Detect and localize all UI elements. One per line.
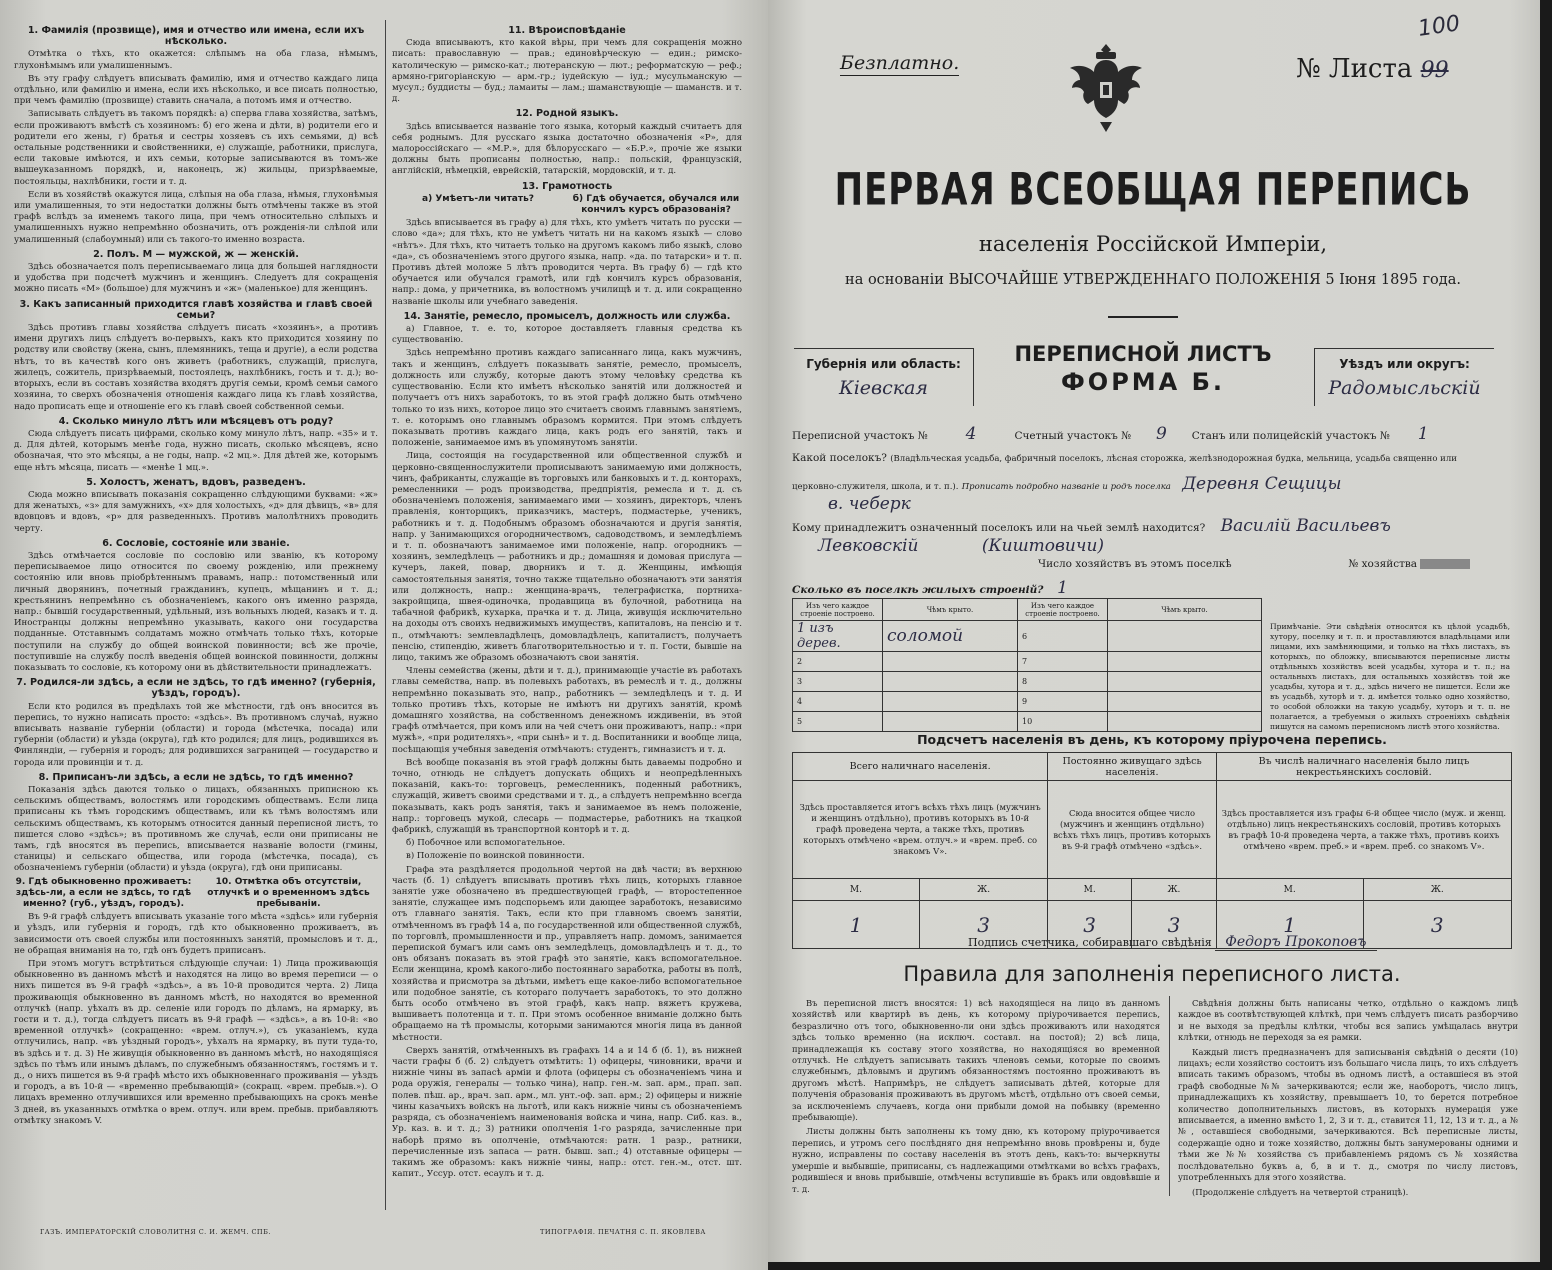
permanent-population-desc: Сюда вносится общее число (мужчинъ и женщинъ отдѣльно) всѣхъ тѣхъ лицъ, противъ которыхъ въ 9-й графѣ отмѣчено «здѣсь».: [1048, 781, 1217, 879]
instruction-paragraph: Сюда слѣдуетъ писать цифрами, сколько кому минуло лѣтъ, напр. «35» и т. д. Для дѣтей, которымъ менѣе года, нужно писать, сколько мѣсяцевъ, ясно обозначая, что это мѣсяцы, а не годы, напр. «2 мц.». Для дѣтей же, которымъ еще нѣтъ мѣсяца, писать — «менѣе 1 мц.».: [14, 428, 378, 473]
province-label: Губернія или область:: [806, 357, 961, 371]
census-list-heading: [978, 340, 1308, 396]
instruction-paragraph: Всѣ вообще показанія въ этой графѣ должны быть даваемы подробно и точно, отнюдь не слѣдуетъ допускать общихъ и неопредѣленныхъ показаній, какъ-то: торговецъ, ремесленникъ, поденный работникъ, служащій, живетъ своими средствами и т. д., а слѣдуетъ непремѣнно всегда показывать, какъ родъ занятія, такъ и занимаемое въ немъ положеніе, напр.: торговецъ мукой, слесарь — подмастерье, работникъ на ткацкой фабрикѣ, служащій въ транспортной конторѣ и т. д.: [392, 757, 742, 836]
buildings-label: Сколько въ поселкѣ жилыхъ строеній?: [792, 584, 1044, 596]
instruction-paragraph: Записывать слѣдуетъ въ такомъ порядкѣ: а) сперва глава хозяйства, затѣмъ, если проживаютъ вмѣстѣ съ хозяиномъ: б) его жена и дѣти, в) родители его и родители его жены, г) братья и сестры хозяевъ съ ихъ семьями, д) всѣ остальные родственники и свойственники, е) служащіе, работники, прислуга, если таковые имѣются, и ихъ семьи, которые записываются въ томъ-же вышеуказанномъ порядкѣ, и, наконецъ, ж) жильцы, призрѣваемые, постояльцы, нахлѣбники, гости и т. д.: [14, 109, 378, 187]
census-form-page: [768, 0, 1540, 1262]
buildings-cell: 4: [793, 692, 883, 712]
non-peasant-desc: Здѣсь проставляется изъ графы 6-й общее число (муж. и женщ. отдѣльно) лицъ некрестьянскихъ сословій, противъ которыхъ въ графѣ 10-й проведена черта, а также тѣхъ, противъ коихъ отмѣчено «врем. преб.» и «врем. преб. со знакомъ V».: [1216, 781, 1511, 879]
household-number-label: № хозяйства: [1348, 558, 1418, 570]
settlement-line: [792, 452, 1512, 464]
owner-value-2: Левковскій: [818, 536, 919, 556]
instructions-column-1: [14, 22, 378, 1212]
section-heading: 6. Сословіе, состояніе или званіе.: [102, 537, 290, 549]
buildings-row: [793, 672, 1262, 692]
buildings-cell: 8: [1018, 672, 1108, 692]
instruction-paragraph: Здѣсь отмѣчается сословіе по сословію или званію, къ которому переписываемое лицо относится по своему рожденію, или прежнему состоянію или вновь пріобрѣтеннымъ правамъ, напр.: потомственный или личный дворянинъ, почетный гражданинъ, купецъ, мѣщанинъ и т. д.; крестьянинъ непремѣнно съ обозначеніемъ, какого онъ именно разряда, напр.: бывшій государственный, удѣльный, изъ вольныхъ людей, казакъ и т. д. Иностранцы должны непремѣнно указывать, какого они государства подданные. Отставнымъ солдатамъ можно отмѣчать только тѣхъ, которые поступили на службу до общей воинской повинности; всѣ же прочіе, поступившіе на службу послѣ введенія общей воинской повинности, должны показывать то сословіе, къ которому они въ дѣйствительности принадлежатъ.: [14, 550, 378, 673]
buildings-row: [793, 652, 1262, 672]
buildings-cell: 5: [793, 712, 883, 732]
signature-label: Подпись счетчика, собиравшаго свѣдѣнія: [968, 936, 1212, 949]
buildings-cell: [883, 712, 1018, 732]
census-subtitle: населенія Россійской Имперіи,: [978, 232, 1328, 256]
present-population-desc: Здѣсь проставляется итогъ всѣхъ тѣхъ лицъ (мужчинъ и женщинъ отдѣльно), противъ которыхъ въ 10-й графѣ проведена черта, а также тѣхъ, противъ которыхъ отмѣчено «врем. отлуч.» и «врем. преб. со знакомъ V».: [793, 781, 1048, 879]
section-heading: 3. Какъ записанный приходится главѣ хозяйства и главѣ своей семьи?: [19, 298, 373, 321]
section-heading: 7. Родился-ли здѣсь, а если не здѣсь, то гдѣ именно? (губернія, уѣздъ, городъ).: [16, 677, 376, 700]
owner-label: Кому принадлежитъ означенный поселокъ или на чьей землѣ находится?: [792, 522, 1206, 534]
sheet-number-value: 99: [1420, 58, 1449, 83]
population-count-heading: Подсчетъ населенія въ день, къ которому пріурочена перепись.: [917, 732, 1387, 747]
rule-paragraph: Въ переписной листъ вносятся: 1) всѣ находящіеся на лицо въ данномъ хозяйствѣ или квартирѣ въ день, къ которому пріурочивается перепись, безразлично отъ того, обыкновенно-ли они здѣсь проживаютъ или находятся здѣсь только временно (на исключ. составл. на постой); 2) всѣ лица, принадлежащія къ составу этого хозяйства, но находящіяся во временной отлучкѣ. Не слѣдуетъ записывать такихъ членовъ семьи, которые по своимъ служебнымъ, дѣловымъ и другимъ обязанностямъ постоянно проживаютъ въ другомъ мѣстѣ. Напримѣръ, не слѣдуетъ записывать дѣтей, которые для полученія образованія проживаютъ въ другомъ мѣстѣ, отдѣльно отъ своей семьи, за исключеніемъ случаевъ, когда они прибыли домой на побывку (временно пребывающіе).: [792, 998, 1160, 1123]
census-precinct-label: Переписной участокъ №: [792, 430, 928, 442]
split-heading-part: б) Гдѣ обучается, обучался или кончилъ курсъ образованія?: [572, 193, 740, 216]
instruction-paragraph: Графа эта раздѣляется продольной чертой на двѣ части; въ верхнюю часть (б. 1) слѣдуетъ вписывать противъ тѣхъ лицъ, которыхъ главное занятіе уже обозначено въ предшествующей графѣ, — второстепенное занятіе, служащее имъ подспорьемъ или дающее заработокъ, независимо отъ главнаго занятія. Такъ, если кто при главномъ своемъ занятіи, отмѣченномъ въ графѣ 14 а, по государственной или общественной службѣ, по торговлѣ, промышленности и пр., управляетъ напр. домомъ, занимается перепиской бумагъ или самъ онъ земледѣлецъ, домовладѣлецъ и т. д., то онъ обязанъ показать въ этой графѣ это занятіе, какъ вспомогательное. Если женщина, кромѣ какого-либо постояннаго заработка, работы въ полѣ, хозяйства и присмотра за дѣтьми, имѣетъ еще какое-либо вспомогательное или подобное занятіе, съ котораго получаетъ заработокъ, то это должно быть особо отмѣчено въ этой графѣ, какъ напр. вяжетъ кружева, вышиваетъ полотенца и т. п. При этомъ особенное вниманіе должно быть обращаемо на тѣ промыслы, которыми занимаются многія лица въ данной мѣстности.: [392, 864, 742, 1043]
buildings-col-material-2: Изъ чего каждое строеніе построено.: [1018, 599, 1108, 621]
buildings-row: [793, 692, 1262, 712]
settlement-line-2: [792, 474, 1512, 494]
buildings-value: 1: [1057, 578, 1068, 598]
buildings-cell: 9: [1018, 692, 1108, 712]
signature-value: Федоръ Прокоповъ: [1215, 934, 1376, 951]
rule-paragraph: Свѣдѣнія должны быть написаны четко, отдѣльно о каждомъ лицѣ каждое въ соотвѣтствующей клѣткѣ, при чемъ слѣдуетъ писать разборчиво и не выходя за предѣлы клѣтки, чтобы вся запись умѣщалась внутри клѣтки, отнюдь не переходя за ея рамки.: [1178, 998, 1518, 1043]
female-header: Ж.: [1363, 879, 1511, 901]
population-value: 3: [1132, 901, 1217, 949]
district-label: Уѣздъ или округъ:: [1339, 357, 1470, 371]
buildings-cell: соломой: [883, 621, 1018, 652]
province-box: [794, 348, 974, 406]
instruction-paragraph: При этомъ могутъ встрѣтиться слѣдующіе случаи: 1) Лица проживающія обыкновенно въ данномъ мѣстѣ и находятся на лицо во время переписи — о нихъ пишется въ 9-й графѣ «здѣсь», а въ 10-й проводится черта. 2) Лица проживающія обыкновенно въ данномъ мѣстѣ, но находятся во временной отлучкѣ (напр. уѣхалъ въ др. селеніе или городъ по дѣламъ, на ярмарку, въ гости и т. д.), тогда слѣдуетъ писать въ 9-й графѣ — «здѣсь», а въ 10-й: «во временной отлучкѣ» (сокращенно: «врем. отлуч.»), съ указаніемъ, куда отлучились, напр. «въ уѣздный городъ», уѣхалъ на ярмарку, въ пути туда-то, въ здѣсь и т. д. 3) Не живущія обыкновенно въ данномъ мѣстѣ, но находящіяся здѣсь по тѣмъ или инымъ дѣламъ, по служебнымъ обязанностямъ, гостямъ и т. д., о нихъ пишется въ 9-й графѣ мѣсто ихъ обыкновеннаго проживанія — уѣздъ и городъ, а въ 10-й — «временно пребывающій» (сокращ. «врем. пребыв.»). О лицахъ временно отлучившихся или временно пребывающихъ на срокъ менѣе 3 дней, въ указанныхъ отмѣтка о врем. отлуч. или врем. пребыв. прибавляютъ отмѣтку знакомъ V.: [14, 959, 378, 1126]
instruction-paragraph: Лица, состоящія на государственной или общественной службѣ и церковно-священнослужители прописываютъ занимаемую ими должность, чинъ, фабриканты, служащіе въ торговыхъ или банковыхъ и т. д. конторахъ, ремесленники — родъ производства, предпріятія, ремесла и т. д. съ обозначеніемъ положенія, занимаемаго ими — хозяинъ, директоръ, членъ правленія, конторщикъ, приказчикъ, мастеръ, подмастерье, ученикъ, работникъ и т. д. Подобнымъ образомъ обозначаются и другія занятія, напр. у Занимающихся огородничествомъ, садоводствомъ, и земледѣліемъ и т. п. обозначаютъ занимаемое ими положеніе, напр. огородникъ — хозяинъ, земледѣлецъ — работникъ и др.; домашняя и домовая прислуга — кучеръ, лакей, повар, дворникъ и т. д. Женщины, имѣющія самостоятельныя занятія, точно также тщательно обозначаютъ эти занятія или должность, напр.: женщина-врачъ, телеграфистка, портниха-закройщица, швея-одиночка, продавщица въ булочной, работница на табачной фабрикѣ, кухарка, прачка и т. д. Лица, живущія исключительно на доходы отъ своихъ недвижимыхъ имуществъ, капиталовъ, на пенсію и т. п., отмѣчаютъ: землевладѣлецъ, домовладѣлецъ, капиталистъ, получаетъ пенсію, стипендію, живетъ благотворительностью и т. п. Гости, бывшіе на лицо, такимъ же образомъ обозначаютъ свои занятія.: [392, 451, 742, 663]
section-heading: 2. Полъ. М — мужской, ж — женскій.: [93, 248, 299, 260]
district-box: [1314, 348, 1494, 406]
buildings-cell: [883, 652, 1018, 672]
section-heading: 1. Фамилія (прозвище), имя и отчество или имена, если ихъ нѣсколько.: [27, 25, 365, 48]
instruction-paragraph: Сюда можно вписывать показанія сокращенно слѣдующими буквами: «ж» для женатыхъ, «з» для замужнихъ, «х» для холостыхъ, «д» для дѣвицъ, «в» для вдовцовъ и вдовъ, «р» для разведенныхъ. Противъ малолѣтнихъ проводить черту.: [14, 489, 378, 534]
province-value: Кіевская: [839, 377, 928, 399]
owner-line: [792, 516, 1512, 536]
form-type: ФОРМА Б.: [1060, 368, 1225, 396]
instruction-paragraph: Сверхъ занятій, отмѣченныхъ въ графахъ 14 а и 14 б (б. 1), въ нижней части графы б (б. 2) слѣдуетъ отмѣтить: 1) офицеры, чиновники, врачи и нижніе чины въ запасѣ арміи и флота (офицеры съ обозначеніемъ чина и рода оружія, генералы — только чина), напр. ген.-м. зап. арм., прап. зап. полев. пѣш. ар., врач. зап. арм., мл. унт.-оф. зап. арм.; 2) офицеры и нижніе чины казачьихъ войскъ на льготѣ, или какъ нижніе чины съ обозначеніемъ разряда, съ обозначеніемъ наименованія войска и чина, напр. Сиб. каз. в., Ур. каз. в. и т. д.; 3) ратники ополченія 1-го разряда, зачисленные при наборѣ прямо въ ополченіе, отмѣчаются: ратн. 1 разр., ратники, перечисленные изъ запаса — ратн. бывш. зап.; 4) отставные офицеры — такимъ же образомъ: какъ нижніе чины, напр.: отст. ген.-м., отст. шт. капит., Уссур. отст. есаулъ и т. д.: [392, 1045, 742, 1180]
printer-imprint: ГАЗЪ. ИМПЕРАТОРСКІЙ СЛОВОЛИТНЯ С. И. ЖЕМЧ. СПБ.: [40, 1228, 271, 1236]
instruction-paragraph: Здѣсь противъ главы хозяйства слѣдуетъ писать «хозяинъ», а противъ имени другихъ лицъ слѣдуетъ во-первыхъ, какъ кто приходится хозяину по родству или свойству (жена, сынъ, племянникъ, теща и другіе), а если родства нѣтъ, то въ качествѣ кого онъ живетъ (работникъ, служащій, прислуга, жилецъ, сожитель, призрѣваемый, постоялецъ, нахлѣбникъ, гость и т. д.); во-вторыхъ, если въ составъ хозяйства входятъ другія семьи, кромѣ семьи самого хозяина, то сверхъ обозначенія отношенія каждаго лица къ главѣ хозяйства, надо прописать еще и отношеніе его къ главѣ своей собственной семьи.: [14, 323, 378, 412]
instruction-paragraph: Члены семейства (жены, дѣти и т. д.), принимающіе участіе въ работахъ главы семейства, напр. въ полевыхъ работахъ, въ ремеслѣ и т. д., должны непремѣнно показывать это, напр., работникъ — земледѣлецъ и т. д. И только противъ тѣхъ, которые не имѣютъ ни другихъ занятій, кромѣ домашняго хозяйства, на собственномъ денежномъ иждивеніи, въ этой графѣ отмѣчается, при комъ или на чей счетъ они проживаютъ, напр.: «при мужѣ», «при родителяхъ», «при сынѣ» и т. д. Воспитанники и вообще лица, посѣщающія учебныя заведенія отмѣчаютъ: студентъ, гимназистъ и т. д.: [392, 666, 742, 755]
buildings-cell: 10: [1018, 712, 1108, 732]
male-header: М.: [793, 879, 920, 901]
buildings-cell: 6: [1018, 621, 1108, 652]
rule-paragraph: (Продолженіе слѣдуетъ на четвертой страницѣ).: [1192, 1186, 1409, 1197]
instruction-paragraph: а) Главное, т. е. то, которое доставляетъ главныя средства къ существованію.: [392, 324, 742, 346]
section-heading: 8. Приписанъ-ли здѣсь, а если не здѣсь, то гдѣ именно?: [38, 771, 354, 783]
column-divider: [385, 20, 386, 1210]
section-heading: 5. Холостъ, женатъ, вдовъ, разведенъ.: [86, 476, 306, 488]
buildings-cell: 3: [793, 672, 883, 692]
female-header: Ж.: [919, 879, 1047, 901]
non-peasant-header: Въ числѣ наличнаго населенія было лицъ некрестьянскихъ сословій.: [1216, 753, 1511, 781]
split-heading-part: 10. Отмѣтка объ отсутствіи, отлучкѣ и о временномъ здѣсь пребываніи.: [207, 876, 370, 910]
households-label: Число хозяйствъ въ этомъ поселкѣ: [1038, 558, 1232, 570]
census-precinct-value: 4: [965, 424, 977, 444]
buildings-cell: [883, 672, 1018, 692]
settlement-value-2: в. чеберк: [828, 494, 911, 514]
sheet-number-label: № Листа: [1296, 54, 1413, 84]
rule-paragraph: Каждый листъ предназначенъ для записыванія свѣдѣній о десяти (10) лицахъ; если хозяйство состоитъ изъ большаго числа лицъ, то ихъ слѣдуетъ вписать такимъ образомъ, чтобы въ одномъ листѣ, а оставшіеся въ этой графѣ свободные №№ зачеркиваются; если же, наоборотъ, число лицъ, принадлежащихъ къ хозяйству, превышаетъ 10, то берется потребное количество дополнительныхъ листовъ, въ которыхъ нумерація уже вписывается, а именно вмѣсто 1, 2, 3 и т. д., ставится 11, 12, 13 и т. д., а №№, оставшіеся свободными, зачеркиваются. Всѣ переписные листы, содержащіе одно и тоже хозяйство, должны быть занумерованы одними и тѣми же №№ хозяйства съ прибавленіемъ рядомъ съ № хозяйства послѣдовательно буквъ а, б, в и т. д., смотря по числу листовъ, употребленныхъ для этого хозяйства.: [1178, 1046, 1518, 1183]
section-heading: 12. Родной языкъ.: [515, 108, 619, 120]
buildings-cell: [1108, 672, 1262, 692]
split-heading: [392, 194, 742, 216]
rules-column-2: [1178, 998, 1518, 1201]
present-population-header: Всего наличнаго населенія.: [793, 753, 1048, 781]
imperial-eagle-emblem-icon: [1066, 40, 1146, 136]
split-heading: [14, 877, 378, 911]
census-legal-basis: на основаніи ВЫСОЧАЙШЕ УТВЕРЖДЕННАГО ПОЛОЖЕНІЯ 5 Іюня 1895 года.: [845, 272, 1461, 288]
buildings-cell: 7: [1018, 652, 1108, 672]
population-value: 3: [919, 901, 1047, 949]
sheet-number: [1296, 54, 1449, 84]
count-precinct-value: 9: [1155, 424, 1167, 444]
section-heading: 14. Занятіе, ремесло, промыселъ, должность или служба.: [403, 310, 731, 322]
settlement-hint: (Владѣльческая усадьба, фабричный поселокъ, лѣсная сторожка, желѣзнодорожная будка, мельница, усадьба священно или: [890, 454, 1457, 464]
buildings-col-roof: Чѣмъ крыто.: [883, 599, 1018, 621]
enumerator-signature-line: [968, 934, 1377, 950]
buildings-cell: [883, 692, 1018, 712]
instruction-paragraph: Если въ хозяйствѣ окажутся лица, слѣпыя на оба глаза, нѣмыя, глухонѣмыя или умалишенныя, то эти недостатки должны быть отмѣчены также въ этой графѣ вслѣдъ за именемъ такого лица, при чемъ относительно слѣпыхъ и умалишенныхъ нужно непремѣнно обозначить, отъ рожденія-ли слѣпой или умалишенный (слабоумный) или съ такого-то именно возраста.: [14, 189, 378, 245]
buildings-cell: 2: [793, 652, 883, 672]
instruction-paragraph: Въ эту графу слѣдуетъ вписывать фамилію, имя и отчество каждаго лица отдѣльно, или фамилію и имена, если ихъ нѣсколько, и все писать полностью, при чемъ фамилію (прозвище) ставить сначала, а потомъ имя и отчество.: [14, 73, 378, 107]
female-header: Ж.: [1132, 879, 1217, 901]
section-heading: 11. Вѣроисповѣданіе: [508, 25, 626, 36]
buildings-row: [793, 621, 1262, 652]
rules-column-1: [792, 998, 1160, 1198]
owner-value-3: (Киштовичи): [981, 536, 1105, 556]
buildings-line: [792, 578, 1512, 598]
population-value: 1: [1216, 901, 1363, 949]
instruction-paragraph: Здѣсь обозначается полъ переписываемаго лица для большей наглядности и удобства при подсчетѣ мужчинъ и женщинъ. Следуетъ для сокращенія можно писать «М» (большое) для мужчинъ и «ж» (маленькое) для женщинъ.: [14, 262, 378, 295]
buildings-table: [792, 598, 1262, 732]
permanent-population-header: Постоянно живущаго здѣсь населенія.: [1048, 753, 1217, 781]
population-value: 3: [1048, 901, 1132, 949]
male-header: М.: [1216, 879, 1363, 901]
buildings-cell: 1 изъ дерев.: [793, 621, 883, 652]
owner-value: Василій Васильевъ: [1220, 516, 1391, 536]
instruction-paragraph: Здѣсь вписывается въ графу а) для тѣхъ, кто умѣетъ читать по русски — слово «да»; для тѣхъ, кто не умѣетъ читать ни на какомъ языкѣ — слово «нѣтъ». Для тѣхъ, кто читаетъ только на другомъ какомъ либо языкѣ, слово «да», съ обозначеніемъ этого другого языка, напр. «да. по татарски» и т. п. Противъ дѣтей моложе 5 лѣтъ проводится черта. Въ графу б) — гдѣ кто обучается или обучался грамотѣ, или гдѣ кончилъ курсъ образованія, напр.: дома, у причетника, въ волостномъ училищѣ и т. д. или сокращенно названіе школы или учебнаго заведенія.: [392, 218, 742, 307]
buildings-note: Примѣчаніе. Эти свѣдѣнія относятся къ цѣлой усадьбѣ, хутору, поселку и т. п. и проставляются владѣльцами или лицами, ихъ замѣняющими, и только на тѣхъ листахъ, въ которыхъ, по обложку, вписываются переписные листы отдѣльныхъ хозяйствъ всей усадьбы, хутора и т. п.; на остальныхъ листахъ, для остальныхъ хозяйствъ той же усадьбы, хутора и т. д., здѣсь ничего не пишется. Если же въ усадьбѣ, хуторѣ и т. д. имѣется только одно хозяйство, то особой обложки на такую усадьбу, хуторъ и т. п. не полагается, а требуемыя о жилыхъ строеніяхъ свѣдѣнія пишутся на самомъ переписномъ листѣ этого хозяйства.: [1270, 622, 1510, 731]
male-header: М.: [1048, 879, 1132, 901]
left-page: [0, 0, 768, 1270]
instruction-paragraph: Здѣсь вписывается названіе того языка, который каждый считаетъ для себя роднымъ. Для русскаго языка достаточно обозначенія «Р», для малороссійскаго — «М.Р.», для бѣлорусскаго — «Б.Р.», прочіе же языки должны быть прописаны полностью, напр.: польскій, французскій, англійскій, нѣмецкій, еврейскій, татарскій, мордовскій, и т. д.: [392, 121, 742, 177]
settlement-hint-2: церковно-служителя, школа, и т. п.).: [792, 482, 959, 492]
instruction-paragraph: Здѣсь непремѣнно противъ каждаго записаннаго лица, какъ мужчинъ, такъ и женщинъ, слѣдуетъ показывать занятіе, ремесло, промыселъ, должность или службу, которые даютъ этому человѣку средства къ существованію. Если кто имѣетъ нѣсколько занятій или должностей и получаетъ отъ нихъ заработокъ, то въ этой графѣ должно быть отмѣчено только то изъ нихъ, которое лицо это считаетъ своимъ главнымъ занятіемъ, т. е. которымъ оно главнымъ образомъ кормится. При этомъ слѣдуетъ показывать противъ каждаго лица, какъ родъ его занятій, такъ и положеніе, занимаемое имъ въ упомянутомъ занятіи.: [392, 348, 742, 449]
instruction-paragraph: Въ 9-й графѣ слѣдуетъ вписывать указаніе того мѣста «здѣсь» или губернія и уѣздъ, или губернія и городъ, гдѣ кто обыкновенно проживаетъ, въ зависимости отъ своей службы или постоянныхъ занятій, промысловъ и т. д., не обращая вниманія на то, гдѣ онъ будетъ приписанъ.: [14, 912, 378, 956]
split-heading-part: а) Умѣетъ-ли читать?: [422, 193, 534, 204]
buildings-col-material: Изъ чего каждое строеніе построено.: [793, 599, 883, 621]
handwritten-sheet-number: 100: [1416, 11, 1462, 42]
buildings-row: [793, 712, 1262, 732]
settlement-hint-3: Прописать подробно названіе и родъ поселка: [961, 482, 1171, 492]
split-heading-part: 9. Гдѣ обыкновенно проживаетъ: здѣсь-ли, а если не здѣсь, то гдѣ именно? (губ., уѣздъ, городъ).: [15, 876, 192, 910]
instruction-paragraph: Показанія здѣсь даются только о лицахъ, обязанныхъ приписною къ сельскимъ обществамъ, волостямъ или городскимъ обществамъ. Если лица приписаны къ тѣмъ городскимъ обществамъ, или къ тѣмъ волостямъ или сельскимъ обществамъ, къ которымъ относится данный переписной листъ, то пишется слово «здѣсь»; въ противномъ же случаѣ, если они приписаны не тамъ, гдѣ вносятся въ перепись, вписывается названіе волости (гмины, станицы) и сельскаго общества, или города (мѣстечка, посада), съ обозначеніемъ губерніи (области) и уѣзда (округа), гдѣ они приписаны.: [14, 785, 378, 874]
instructions-column-2: [392, 22, 742, 1212]
section-heading: 4. Сколько минуло лѣтъ или мѣсяцевъ отъ роду?: [58, 415, 334, 427]
population-table: [792, 752, 1512, 949]
free-of-charge-label: Безплатно.: [840, 52, 960, 74]
buildings-cell: [1108, 652, 1262, 672]
section-heading: 13. Грамотность: [521, 180, 613, 192]
settlement-value: Деревня Сещицы: [1182, 474, 1342, 494]
population-value: 1: [793, 901, 920, 949]
households-line: [1038, 558, 1508, 570]
instruction-paragraph: Сюда вписываютъ, кто какой вѣры, при чемъ для сокращенія можно писать: православную — прав.; единовѣрческую — един.; римско-католическую — римско-кат.; лютеранскую — лют.; реформатскую — реф.; армяно-григоріанскую — арм.-гр.; іудейскую — іуд.; мусульманскую — мусул.; буддисты — буд.; ламаиты — лам.; шаманствующіе — шаманств. и т. д.: [392, 38, 742, 105]
buildings-cell: [1108, 621, 1262, 652]
buildings-cell: [1108, 712, 1262, 732]
settlement-label: Какой поселокъ?: [792, 452, 887, 464]
population-value: 3: [1363, 901, 1511, 949]
census-list-title: ПЕРЕПИСНОЙ ЛИСТЪ: [1014, 342, 1272, 366]
precinct-line: [792, 424, 1512, 444]
owner-line-2: [818, 536, 1538, 556]
column-divider: [1169, 996, 1170, 1196]
instruction-paragraph: Если кто родился въ предѣлахъ той же мѣстности, гдѣ онъ вносится въ перепись, то нужно написать просто: «здѣсь». Въ противномъ случаѣ, нужно вписывать названіе губерніи (области) и города (мѣстечка, посада) или губерніи (области) и уѣзда (округа), гдѣ кто родился; для лицъ, родившихся въ Финляндіи, — губернія и городъ; для родившихся заграницей — государство и города или провинціи и т. д.: [14, 701, 378, 768]
district-value: Радомысльскій: [1328, 377, 1481, 399]
count-precinct-label: Счетный участокъ №: [1014, 430, 1132, 442]
buildings-col-roof-2: Чѣмъ крыто.: [1108, 599, 1262, 621]
census-title: ПЕРВАЯ ВСЕОБЩАЯ ПЕРЕПИСЬ: [834, 164, 1472, 216]
instruction-paragraph: в) Положеніе по воинской повинности.: [406, 851, 585, 862]
buildings-cell: [1108, 692, 1262, 712]
instruction-paragraph: б) Побочное или вспомогательное.: [406, 838, 566, 849]
police-precinct-label: Станъ или полицейскій участокъ №: [1191, 430, 1390, 442]
rules-title: Правила для заполненія переписного листа.: [903, 962, 1401, 986]
settlement-line-3: [828, 494, 1548, 514]
instruction-paragraph: Отмѣтка о тѣхъ, кто окажется: слѣпымъ на оба глаза, нѣмымъ, глухонѣмымъ или умалишеннымъ.: [14, 49, 378, 71]
printer-imprint: ТИПОГРАФІЯ. ПЕЧАТНЯ С. П. ЯКОВЛЕВА: [540, 1228, 706, 1236]
household-number-value: [1420, 559, 1470, 569]
police-precinct-value: 1: [1417, 424, 1429, 444]
divider: [1108, 316, 1178, 318]
rule-paragraph: Листы должны быть заполнены къ тому дню, къ которому пріурочивается перепись, и утромъ сего послѣдняго дня непремѣнно вновь провѣрены и, буде нужно, исправлены по составу населенія въ этотъ день, какъ-то: вычеркнуты умершіе и выбывшіе, приписаны, съ надлежащими отмѣтками во всѣхъ графахъ, родившіеся и вновь прибывшіе, отмѣчены вступившіе въ бракъ или овдовѣвшіе и т. д.: [792, 1126, 1160, 1194]
